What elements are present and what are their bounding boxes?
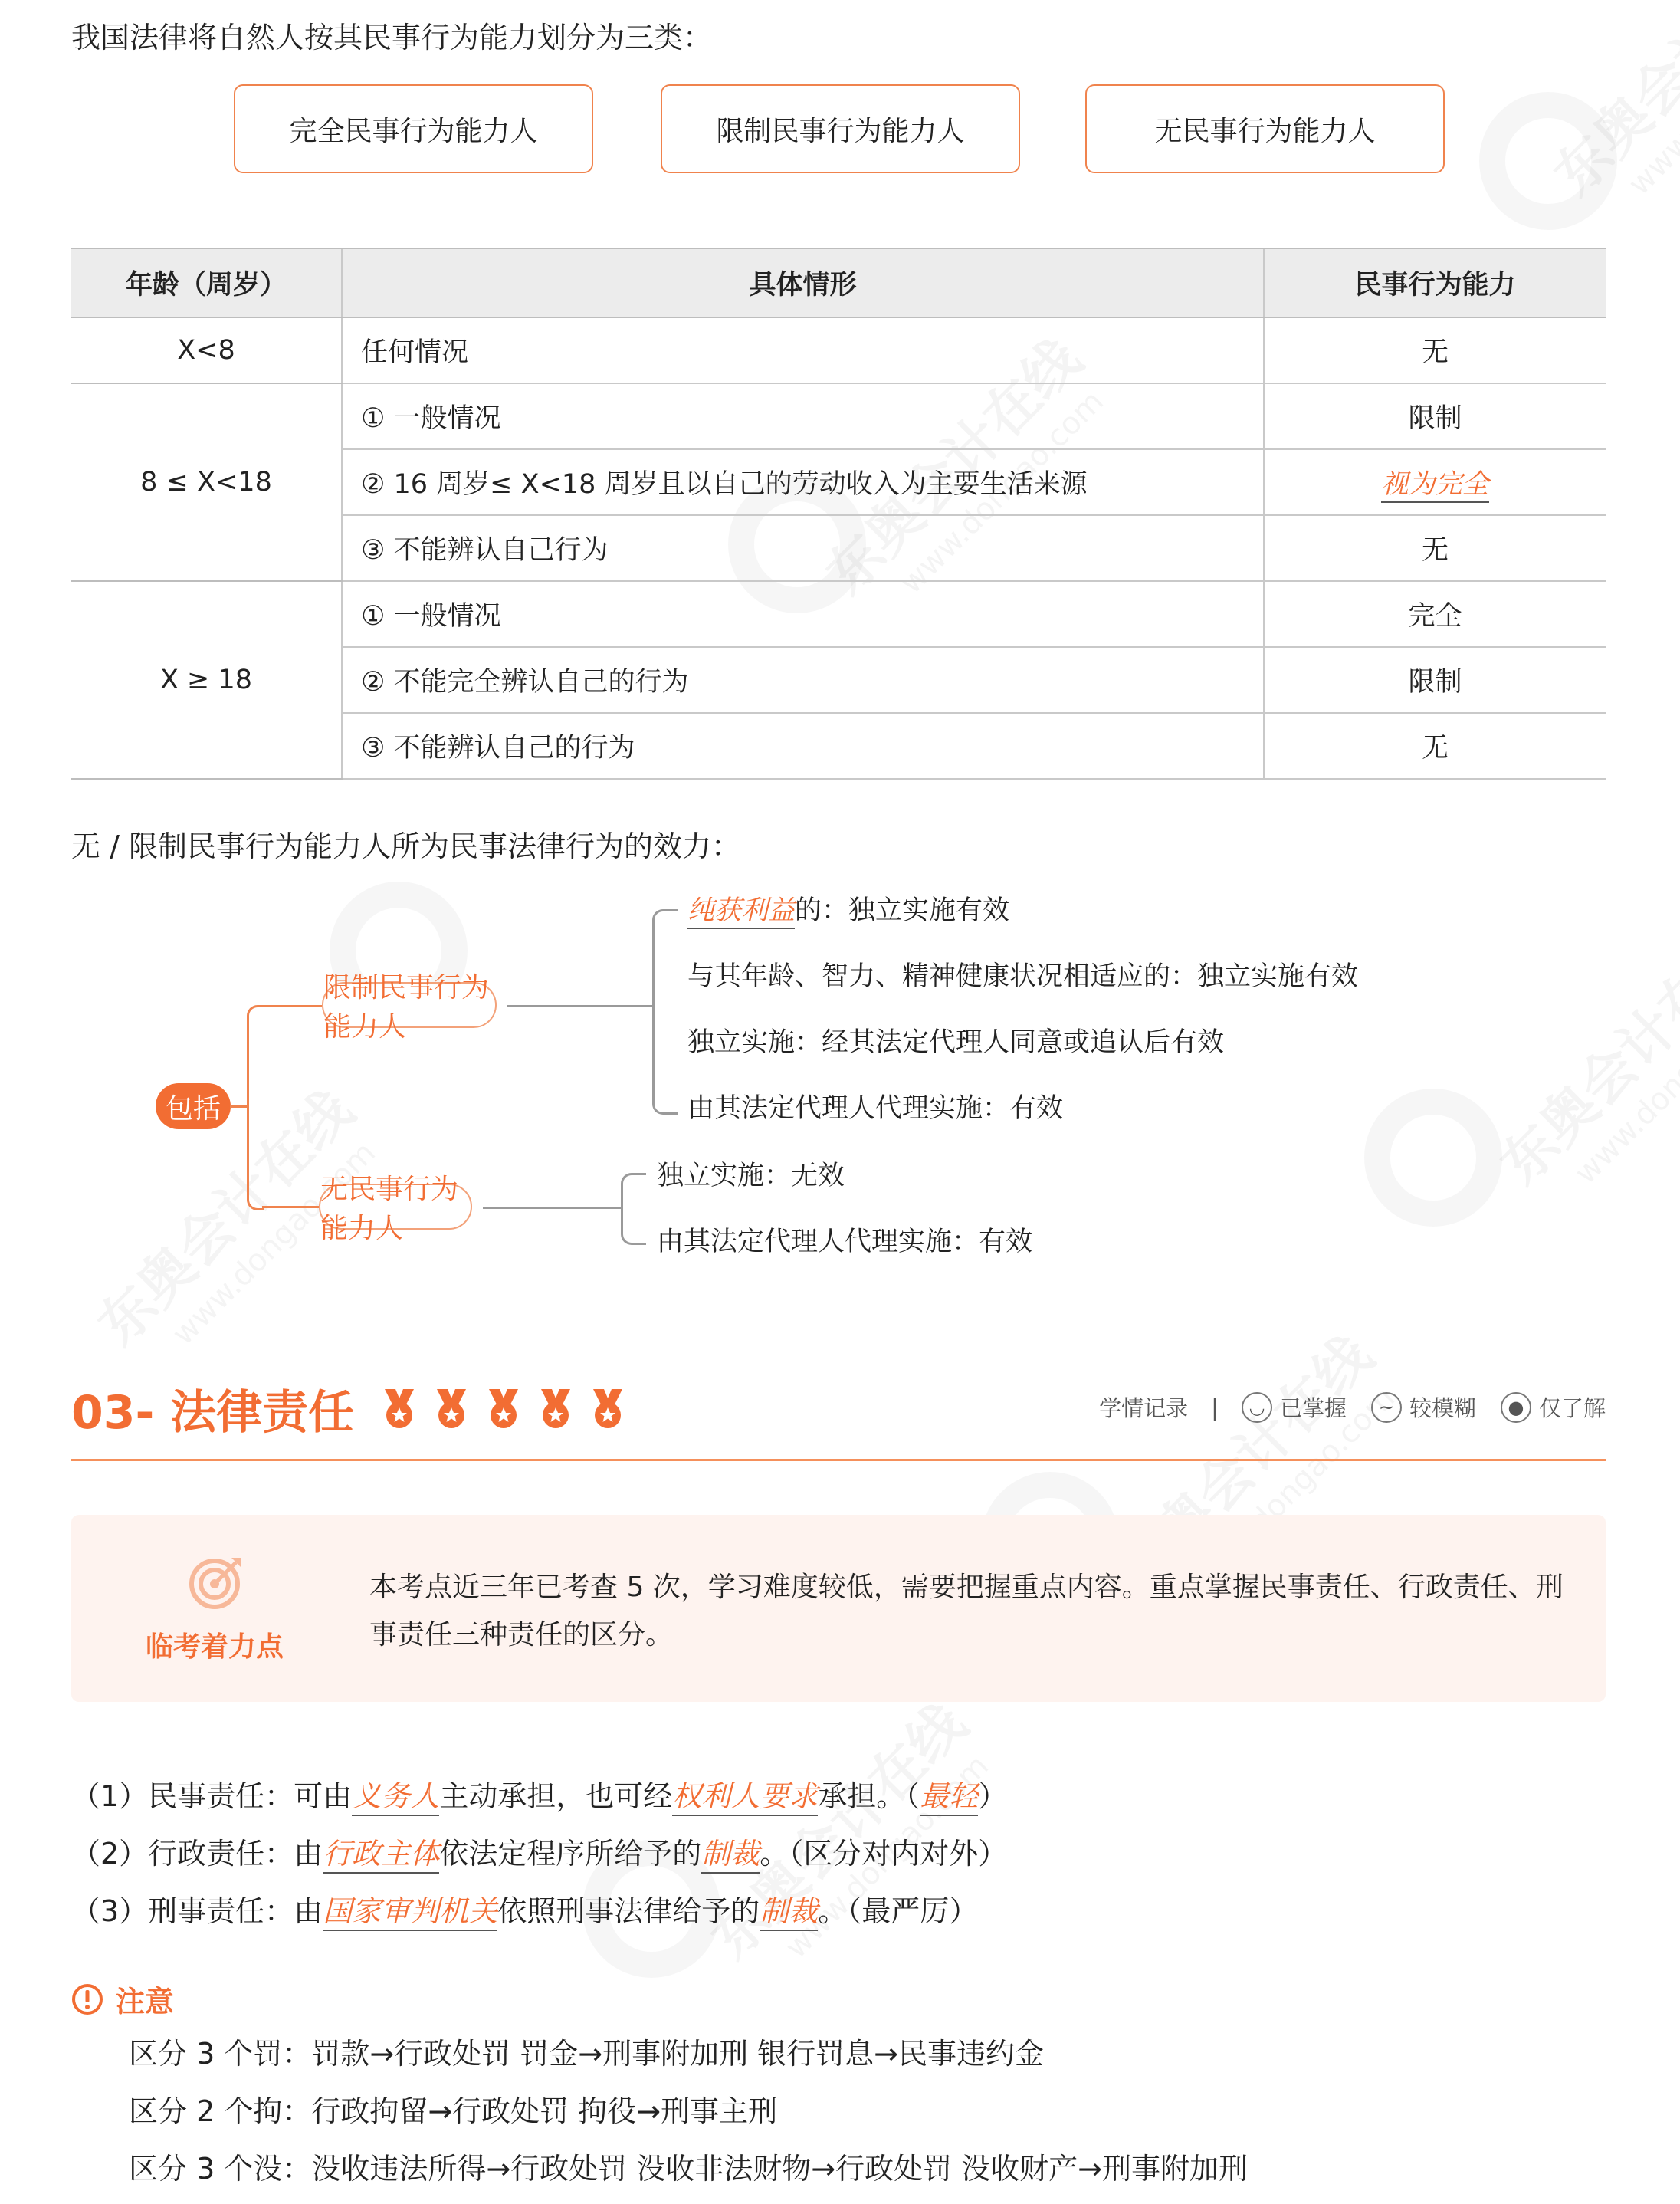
- age-cell: X ≥ 18: [71, 581, 342, 779]
- section-divider: [71, 1459, 1606, 1461]
- capacity-box-none: 无民事行为能力人: [1085, 84, 1445, 173]
- highlight-text: 视为完全: [1381, 469, 1488, 503]
- age-cell: X<8: [71, 317, 342, 383]
- situation-cell: ③ 不能辨认自己行为: [342, 515, 1264, 581]
- situation-cell: ③ 不能辨认自己的行为: [342, 713, 1264, 779]
- note-line: 区分 3 个罚：罚款→行政处罚 罚金→刑事附加刑 银行罚息→民事违约金: [129, 2037, 1045, 2071]
- crying-face-icon: ●: [1501, 1392, 1531, 1423]
- connector-bracket: [247, 1005, 264, 1210]
- mindmap-leaf: 纯获利益的：独立实施有效: [687, 889, 1009, 928]
- capacity-box-full: 完全民事行为能力人: [234, 84, 593, 173]
- capacity-cell: 无: [1264, 713, 1606, 779]
- responsibility-administrative: （2）行政责任：由行政主体依法定程序所给予的制裁。（区分对内对外）: [71, 1830, 1007, 1872]
- record-option-vague[interactable]: ~ 较模糊: [1371, 1391, 1476, 1423]
- capacity-box-limited: 限制民事行为能力人: [661, 84, 1020, 173]
- study-record-label: 学情记录: [1099, 1395, 1189, 1421]
- medal-icon: [590, 1388, 625, 1430]
- header-age: 年龄（周岁）: [71, 248, 342, 317]
- situation-cell: ① 一般情况: [342, 581, 1264, 647]
- watermark: [1479, 908, 1680, 1224]
- capacity-cell-highlight: [1264, 449, 1606, 515]
- header-situation: 具体情形: [342, 248, 1264, 317]
- mindmap-leaf: 独立实施：无效: [657, 1161, 845, 1191]
- mindmap-leaf: 与其年龄、智力、精神健康状况相适应的：独立实施有效: [687, 961, 1359, 992]
- section-title: 03- 法律责任: [71, 1376, 625, 1442]
- connector-bracket: [652, 909, 678, 1115]
- table-row: [71, 383, 1606, 449]
- watermark-logo: [1364, 1089, 1502, 1227]
- capacity-cell: 限制: [1264, 647, 1606, 713]
- capacity-cell: 限制: [1264, 383, 1606, 449]
- situation-cell: ② 16 周岁≤ X<18 周岁且以自己的劳动收入为主要生活来源: [342, 449, 1264, 515]
- table-header-row: [71, 248, 1606, 317]
- record-option-understood[interactable]: ● 仅了解: [1501, 1391, 1606, 1423]
- connector: [230, 1105, 248, 1108]
- mindmap-leaf: 独立实施：经其法定代理人同意或追认后有效: [687, 1027, 1225, 1058]
- mindmap-title: 无 / 限制民事行为能力人所为民事法律行为的效力：: [71, 829, 740, 863]
- exclamation-icon: [71, 1983, 103, 2015]
- header-capacity: 民事行为能力: [1264, 248, 1606, 317]
- record-option-mastered[interactable]: ◡ 已掌握: [1242, 1391, 1347, 1423]
- responsibility-criminal: （3）刑事责任：由国家审判机关依照刑事法律给予的制裁。（最严厉）: [71, 1887, 978, 1930]
- separator: |: [1211, 1394, 1219, 1421]
- happy-face-icon: ◡: [1242, 1392, 1272, 1423]
- note-line: 区分 2 个拘：行政拘留→行政处罚 拘役→刑事主刑: [129, 2094, 778, 2128]
- mindmap-leaf: 由其法定代理人代理实施：有效: [687, 1093, 1064, 1124]
- connector: [483, 1207, 622, 1209]
- capacity-cell: 无: [1264, 515, 1606, 581]
- age-capacity-table: [71, 248, 1606, 780]
- medal-icon: [382, 1388, 417, 1430]
- mindmap-leaf: 由其法定代理人代理实施：有效: [657, 1227, 1033, 1257]
- callout-label: 临考着力点: [146, 1631, 284, 1663]
- table-row: [71, 317, 1606, 383]
- responsibility-civil: （1）民事责任：可由义务人主动承担，也可经权利人要求承担。（最轻）: [71, 1772, 1007, 1815]
- connector: [262, 1206, 319, 1208]
- table-row: [71, 581, 1606, 647]
- mindmap-branch-limited: 限制民事行为能力人: [322, 982, 497, 1028]
- study-record: [1099, 1391, 1606, 1423]
- callout-text: 本考点近三年已考查 5 次，学习难度较低，需要把握重点内容。重点掌握民事责任、行政责任、刑事责任三种责任的区分。: [369, 1572, 1564, 1651]
- watermark: [1533, 0, 1680, 235]
- medal-icon: [434, 1388, 469, 1430]
- capacity-cell: 无: [1264, 317, 1606, 383]
- age-cell: 8 ≤ X<18: [71, 383, 342, 581]
- mindmap-root: 包括: [156, 1083, 231, 1129]
- note-heading: 注意: [71, 1978, 174, 2020]
- capacity-cell: 完全: [1264, 581, 1606, 647]
- connector: [507, 1005, 653, 1007]
- medal-icon: [486, 1388, 521, 1430]
- situation-cell: ② 不能完全辨认自己的行为: [342, 647, 1264, 713]
- target-icon: [189, 1555, 244, 1610]
- mindmap-branch-none: 无民事行为能力人: [319, 1184, 472, 1230]
- situation-cell: 任何情况: [342, 317, 1264, 383]
- situation-cell: ① 一般情况: [342, 383, 1264, 449]
- intro-text: 我国法律将自然人按其民事行为能力划分为三类：: [71, 21, 713, 54]
- medal-icon: [538, 1388, 573, 1430]
- watermark-logo: [1479, 92, 1617, 230]
- connector-bracket: [621, 1173, 646, 1245]
- note-line: 区分 3 个没：没收违法所得→行政处罚 没收非法财物→行政处罚 没收财产→刑事附加刑: [129, 2152, 1249, 2186]
- connector: [262, 1005, 322, 1007]
- dizzy-face-icon: ~: [1371, 1392, 1402, 1423]
